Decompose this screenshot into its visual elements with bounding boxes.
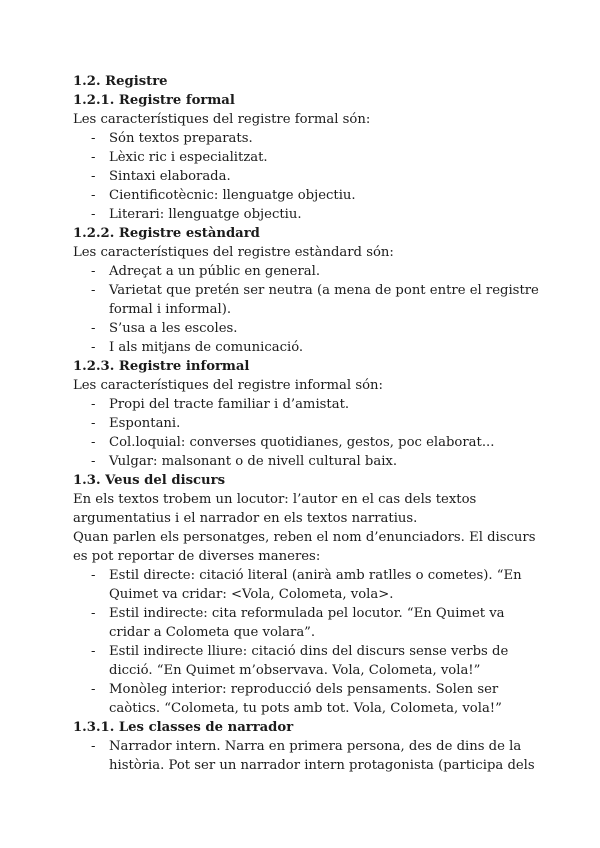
paragraph-locutor: En els textos trobem un locutor: l’autor en el cas dels textos argumentatius i el narrador en els textos narratius. [73, 492, 477, 526]
intro-estandard: Les característiques del registre estàndard són: [73, 245, 394, 260]
list-item: - Adreçat a un públic en general. [109, 262, 543, 281]
list-item: - S’usa a les escoles. [109, 319, 543, 338]
list-item: - Monòleg interior: reproducció dels pensaments. Solen ser caòtics. “Colometa, tu pots amb tot. Vola, Colometa, vola!” [109, 680, 543, 718]
list-item: - Lèxic ric i especialitzat. [109, 148, 543, 167]
heading-1-2: 1.2. Registre [73, 74, 168, 89]
list-informal [73, 395, 543, 471]
list-estandard [73, 262, 543, 357]
list-estils [73, 566, 543, 718]
heading-1-3: 1.3. Veus del discurs [73, 473, 225, 488]
list-item: - Són textos preparats. [109, 129, 543, 148]
heading-1-2-1: 1.2.1. Registre formal [73, 93, 235, 108]
list-item: - I als mitjans de comunicació. [109, 338, 543, 357]
list-item: - Estil indirecte lliure: citació dins del discurs sense verbs de dicció. “En Quimet m’observava. Vola, Colometa, vola!” [109, 642, 543, 680]
list-item: - Narrador intern. Narra en primera persona, des de dins de la història. Pot ser un narrador intern protagonista (participa dels [109, 737, 543, 775]
list-formal [73, 129, 543, 224]
list-item: - Varietat que pretén ser neutra (a mena de pont entre el registre formal i informal). [109, 281, 543, 319]
intro-formal: Les característiques del registre formal són: [73, 112, 371, 127]
intro-informal: Les característiques del registre informal són: [73, 378, 383, 393]
list-item: - Cientificotècnic: llenguatge objectiu. [109, 186, 543, 205]
heading-1-3-1: 1.3.1. Les classes de narrador [73, 720, 294, 735]
document-page [73, 72, 543, 775]
list-item: - Col.loquial: converses quotidianes, gestos, poc elaborat... [109, 433, 543, 452]
list-item: - Estil indirecte: cita reformulada pel locutor. “En Quimet va cridar a Colometa que volara”. [109, 604, 543, 642]
list-item: - Estil directe: citació literal (anirà amb ratlles o cometes). “En Quimet va cridar: <Vola, Colometa, vola>. [109, 566, 543, 604]
paragraph-enunciadors: Quan parlen els personatges, reben el nom d’enunciadors. El discurs es pot reportar de diverses maneres: [73, 530, 536, 564]
list-item: - Literari: llenguatge objectiu. [109, 205, 543, 224]
list-narrador [73, 737, 543, 775]
list-item: - Propi del tracte familiar i d’amistat. [109, 395, 543, 414]
heading-1-2-3: 1.2.3. Registre informal [73, 359, 250, 374]
heading-1-2-2: 1.2.2. Registre estàndard [73, 226, 260, 241]
list-item: - Espontani. [109, 414, 543, 433]
list-item: - Vulgar: malsonant o de nivell cultural baix. [109, 452, 543, 471]
list-item: - Sintaxi elaborada. [109, 167, 543, 186]
